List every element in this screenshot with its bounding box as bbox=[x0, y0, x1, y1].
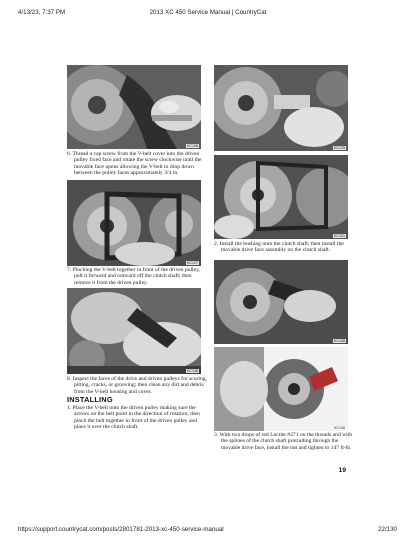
figure-code: KC128 bbox=[187, 143, 198, 148]
install-step-1-text: 1. Place the V-belt onto the driven pulley making sure the arrows on the belt point in the direction of rotation; then pinch the belt together in front of the driven pulley and place it over the clutch shaft. bbox=[67, 405, 200, 431]
print-datetime: 4/13/23, 7:37 PM bbox=[18, 9, 66, 16]
clutch-photo-6 bbox=[214, 260, 348, 344]
clutch-photo-3 bbox=[67, 180, 201, 266]
step-8-text: 8. Inspect the faces of the drive and driven pulleys for scoring, pitting, cracks, or grooving; then clean any dirt and debris from the V-belt housing and cover. bbox=[67, 376, 207, 395]
figure-code: KC138 bbox=[334, 425, 345, 430]
clutch-photo-4 bbox=[214, 155, 348, 239]
footer-page-count: 22/130 bbox=[378, 526, 397, 533]
print-title: 2013 XC 450 Service Manual | CountryCat bbox=[149, 9, 267, 16]
figure-code: KC127 bbox=[187, 260, 198, 265]
figure-code: KC131 bbox=[334, 233, 345, 238]
installing-heading: INSTALLING bbox=[67, 395, 113, 404]
step-7-text: 7. Pinching the V-belt together in front of the driven pulley, pull it forward and outward off the clutch shaft; then remove it from the driven pulley. bbox=[67, 267, 200, 286]
footer-url[interactable]: https://support.countrycat.com/posts/2801781-2013-xc-450-service-manual bbox=[18, 526, 224, 533]
clutch-photo-2 bbox=[214, 65, 348, 151]
step-6-text: 6. Thread a cap screw from the V-belt cover into the driven pulley fixed face and rotate the screw clockwise until the movable face opens allowing the V-belt to drop down between the pulley faces approximately 3/4 in. bbox=[67, 151, 202, 177]
install-step-2-text: 2. Install the bushing onto the clutch shaft; then install the movable drive face assembly on the clutch shaft. bbox=[214, 241, 344, 254]
clutch-photo-5 bbox=[67, 288, 201, 374]
clutch-photo-7 bbox=[214, 347, 348, 431]
install-step-3-text: 3. With two drops of red Loctite #271 on the threads and with the splines of the clutch shaft protruding through the movable drive face, install the nut and tighten to 147 ft-lb. bbox=[214, 432, 353, 451]
page-number: 19 bbox=[338, 467, 346, 474]
figure-code: KC125 bbox=[334, 145, 345, 150]
clutch-photo-1 bbox=[67, 65, 201, 149]
figure-code: KC128 bbox=[334, 338, 345, 343]
figure-code: KC136 bbox=[187, 368, 198, 373]
